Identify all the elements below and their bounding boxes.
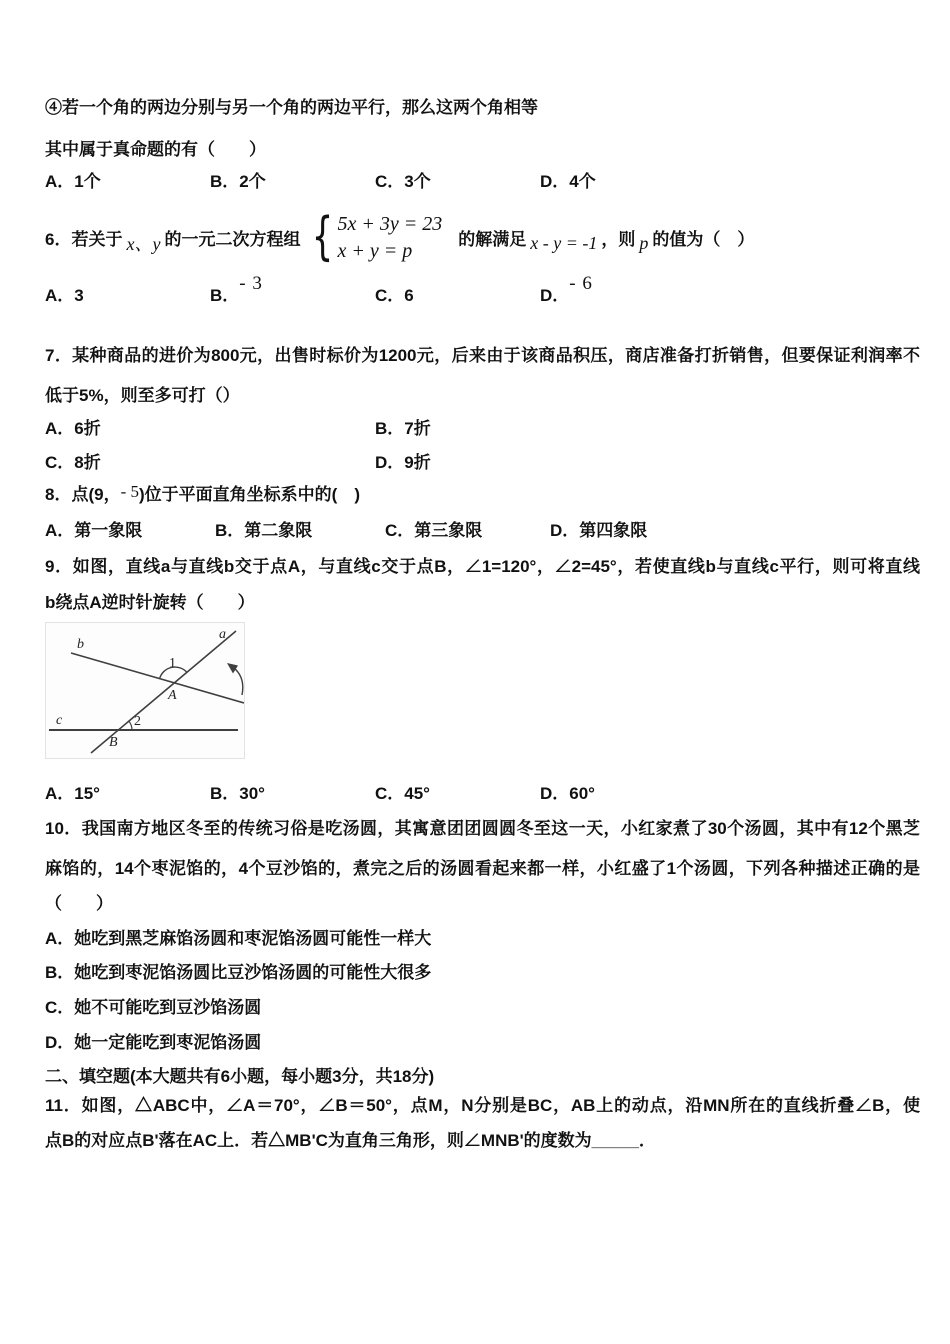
label-angle-1: 1: [169, 656, 176, 671]
q6-text-mid1: 的一元二次方程组: [164, 229, 301, 249]
statement-4-line1: ④若一个角的两边分别与另一个角的两边平行，那么这两个角相等: [45, 98, 538, 117]
q6-text-suffix: 的值为（ ）: [652, 229, 755, 249]
q6-text-prefix: 6．若关于: [45, 229, 123, 249]
q6-p-variable: p: [639, 232, 649, 253]
section-2-header: 二、填空题(本大题共有6小题，每小题3分，共18分): [45, 1067, 435, 1086]
question-7-line2: 低于5%，则至多可打（）: [45, 386, 240, 405]
label-point-A: A: [168, 688, 177, 703]
option-c: C．6: [375, 286, 414, 305]
option-b: B．2个: [210, 172, 266, 191]
question-10-line1: 10．我国南方地区冬至的传统习俗是吃汤圆，其寓意团团圆圆冬至这一天，小红家煮了30个汤圆，其中有12个黑芝: [45, 819, 920, 838]
label-line-c: c: [56, 713, 63, 728]
question-8-stem: [45, 484, 920, 506]
option-c: C．45°: [375, 784, 430, 803]
label-point-B: B: [109, 735, 118, 750]
label-angle-2: 2: [134, 714, 141, 729]
question-6-stem: [45, 205, 920, 269]
option-b: [210, 273, 375, 319]
system-brace: {: [312, 207, 334, 267]
question-6-options: [45, 273, 920, 319]
option-d: D．第四象限: [550, 521, 648, 540]
option-d: [540, 273, 920, 319]
option-c: C．第三象限: [385, 521, 483, 540]
option-b: B．7折: [375, 419, 431, 438]
option-b: B．30°: [210, 784, 265, 803]
q8-text-pre: 8．点(9，: [45, 485, 121, 504]
option-b-label: B．: [210, 286, 240, 305]
q8-text-post: )位于平面直角坐标系中的( ): [139, 485, 360, 504]
option-d-value: - 6: [569, 273, 593, 294]
question-9-line1: 9．如图，直线a与直线b交于点A，与直线c交于点B，∠1=120°，∠2=45°，若使直线b与直线c平行，则可将直线: [45, 557, 920, 576]
option-d: D．4个: [540, 172, 596, 191]
question-11-line2: 点B的对应点B'落在AC上．若△MB'C为直角三角形，则∠MNB'的度数为_____．: [45, 1131, 656, 1150]
angle-2-arc: [129, 721, 132, 730]
question-10-option-a: A．她吃到黑芝麻馅汤圆和枣泥馅汤圆可能性一样大: [45, 929, 432, 948]
statement-4-line2: 其中属于真命题的有（ ）: [45, 140, 266, 159]
question-9-options: [45, 783, 920, 805]
rotation-arrow-head: [227, 663, 238, 674]
line-b: [71, 653, 244, 703]
label-line-b: b: [77, 637, 84, 652]
option-d-label: D．: [540, 286, 570, 305]
q6-condition: x - y = -1: [530, 232, 598, 253]
question-7-options-row2: [45, 452, 920, 474]
option-b: B．第二象限: [215, 521, 313, 540]
option-b-value: - 3: [239, 273, 263, 294]
option-c: C．3个: [375, 172, 431, 191]
label-line-a: a: [219, 627, 226, 642]
option-a: A．1个: [45, 172, 101, 191]
question-9-line2: b绕点A逆时针旋转（ ）: [45, 593, 255, 612]
option-a: A．15°: [45, 784, 100, 803]
question-10-option-c: C．她不可能吃到豆沙馅汤圆: [45, 998, 262, 1017]
option-d: D．60°: [540, 784, 595, 803]
question-10-line3: （ ）: [45, 894, 113, 913]
question-11-line1: 11．如图，△ABC中，∠A＝70°，∠B＝50°，点M，N分别是BC，AB上的动点，沿MN所在的直线折叠∠B，使: [45, 1096, 920, 1115]
question-9-figure: [45, 622, 245, 759]
question-10-line2: 麻馅的，14个枣泥馅的，4个豆沙馅的，煮完之后的汤圆看起来都一样，小红盛了1个汤圆，下列各种描述正确的是: [45, 859, 920, 878]
question-10-option-b: B．她吃到枣泥馅汤圆比豆沙馅汤圆的可能性大很多: [45, 963, 432, 982]
option-a: A．第一象限: [45, 521, 143, 540]
equation-top: 5x + 3y = 23: [337, 212, 443, 235]
option-a: A．6折: [45, 419, 101, 438]
question-7-line1: 7．某种商品的进价为800元，出售时标价为1200元，后来由于该商品积压，商店准备打折销售，但要保证利润率不: [45, 346, 920, 365]
option-c: C．8折: [45, 453, 101, 472]
equation-column: [338, 212, 443, 263]
equation-system: [306, 208, 442, 266]
question-7-options-row1: [45, 418, 920, 440]
option-a: A．3: [45, 286, 84, 305]
equation-bottom: x + y = p: [337, 239, 413, 262]
option-d: D．9折: [375, 453, 431, 472]
question-8-options: [45, 520, 920, 542]
q6-text-mid3: ，则: [601, 229, 636, 249]
q8-negative-value: - 5: [120, 482, 139, 501]
q6-variables: x、y: [126, 234, 161, 254]
question-10-option-d: D．她一定能吃到枣泥馅汤圆: [45, 1033, 262, 1052]
question-5-options: [45, 171, 920, 193]
q6-text-mid2: 的解满足: [458, 229, 527, 249]
